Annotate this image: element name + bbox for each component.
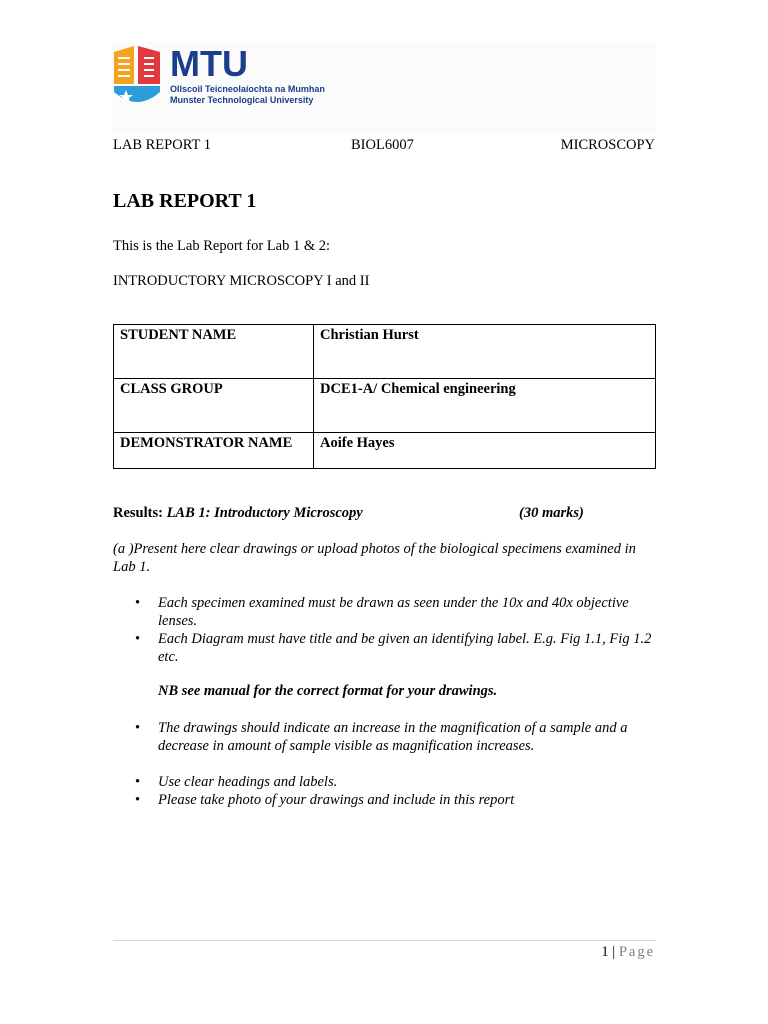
logo-irish-name: Ollscoil Teicneolaíochta na Mumhan [170,84,325,94]
list-item [113,594,659,630]
mtu-emblem-icon [112,44,162,108]
intro-subtitle: INTRODUCTORY MICROSCOPY I and II [113,273,370,289]
footer-divider [113,940,656,941]
page-word: Page [618,944,655,960]
list-item-text: The drawings should indicate an increase in the magnification of a sample and a decrease in amount of sample visible as magnification increases. [158,720,628,754]
table-row [114,433,656,469]
list-item [113,719,659,755]
class-group-label: CLASS GROUP [114,379,314,433]
bullet-icon: • [135,774,141,790]
results-heading [113,505,363,522]
class-group-value[interactable]: DCE1-A/ Chemical engineering [314,379,656,433]
instruction-list-1 [113,594,659,666]
results-prefix: Results: [113,505,163,521]
nb-note: NB see manual for the correct format for your drawings. [158,683,498,699]
list-item-text: Please take photo of your drawings and include in this report [158,792,515,808]
footer-separator: | [612,944,616,960]
demonstrator-name-value[interactable]: Aoife Hayes [314,433,656,469]
page-footer [601,944,655,961]
list-item [113,630,659,666]
table-row [114,379,656,433]
logo-english-name: Munster Technological University [170,95,314,105]
table-row [114,325,656,379]
instruction-paragraph: (a )Present here clear drawings or upload photos of the biological specimens examined in Lab 1. [113,541,636,575]
instruction-list-3 [113,773,659,809]
student-info-table [113,324,656,469]
page-title: LAB REPORT 1 [113,190,257,212]
list-item-text: Each specimen examined must be drawn as seen under the 10x and 40x objective lenses. [158,595,629,629]
page-number: 1 [601,944,609,960]
results-lab-title: LAB 1: Introductory Microscopy [166,505,363,521]
bullet-icon: • [135,595,141,611]
student-name-value[interactable]: Christian Hurst [314,325,656,379]
list-item [113,791,659,809]
header-left: LAB REPORT 1 [113,137,211,153]
list-item [113,773,659,791]
list-item-text: Use clear headings and labels. [158,774,338,790]
mtu-logo [112,44,332,110]
instruction-list-2 [113,719,659,755]
student-name-label: STUDENT NAME [114,325,314,379]
intro-line: This is the Lab Report for Lab 1 & 2: [113,238,331,254]
logo-wordmark: MTU [170,43,248,84]
results-marks: (30 marks) [519,505,584,521]
list-item-text: Each Diagram must have title and be given an identifying label. E.g. Fig 1.1, Fig 1.2 etc. [158,631,652,665]
bullet-icon: • [135,792,141,808]
bullet-icon: • [135,720,141,736]
demonstrator-name-label: DEMONSTRATOR NAME [114,433,314,469]
header-course-code: BIOL6007 [351,137,414,153]
bullet-icon: • [135,631,141,647]
header-right: MICROSCOPY [560,137,655,153]
